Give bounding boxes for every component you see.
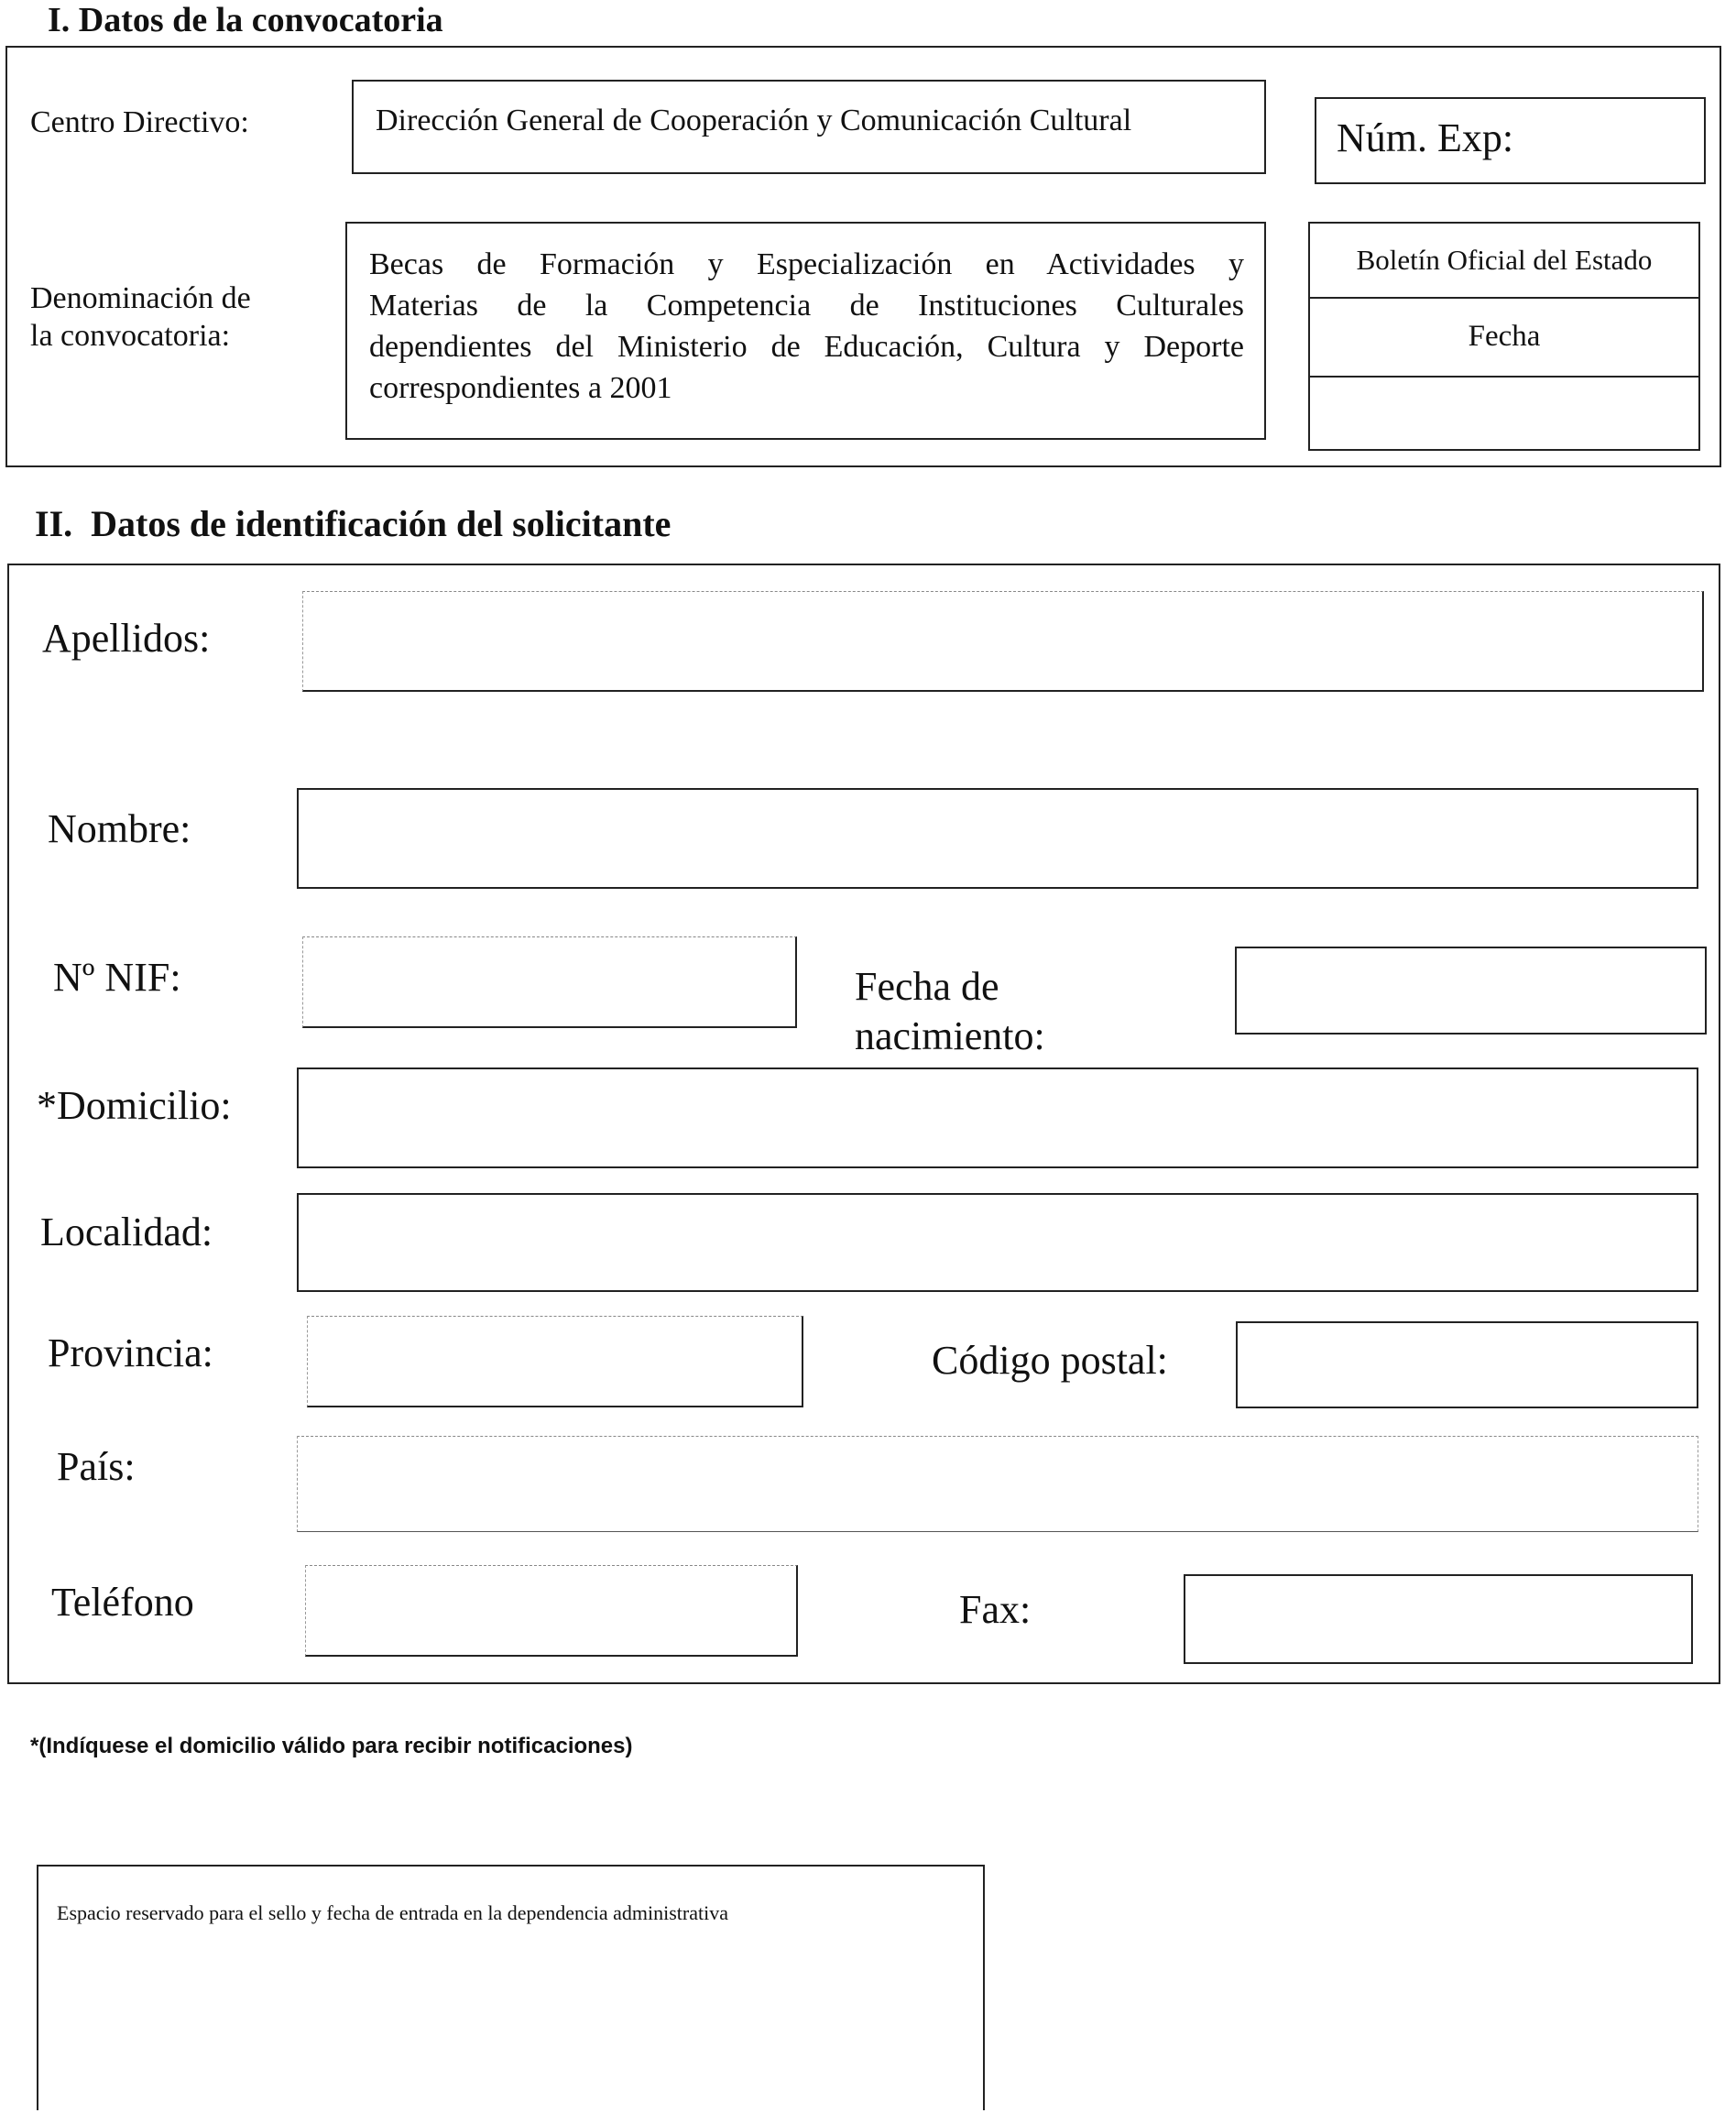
centro-directivo-value: Dirección General de Cooperación y Comunicación Cultural xyxy=(376,104,1132,137)
section1-heading xyxy=(48,0,443,40)
fecha-nacimiento-label-line1: Fecha de xyxy=(855,964,999,1009)
centro-directivo-field xyxy=(352,80,1266,174)
denominacion-label-line2: la convocatoria: xyxy=(30,318,231,353)
provincia-label: Provincia: xyxy=(48,1330,213,1375)
domicilio-input[interactable] xyxy=(297,1067,1698,1168)
section2-heading xyxy=(35,502,671,545)
denominacion-label-line1: Denominación de xyxy=(30,281,251,315)
denominacion-label xyxy=(30,280,251,356)
num-exp-field[interactable] xyxy=(1315,97,1706,184)
boe-table xyxy=(1308,222,1700,451)
pais-label: País: xyxy=(57,1444,136,1489)
fax-label: Fax: xyxy=(959,1587,1032,1632)
num-exp-label: Núm. Exp: xyxy=(1337,115,1514,160)
apellidos-label: Apellidos: xyxy=(42,616,211,661)
section2-heading-num: II. xyxy=(35,503,73,544)
localidad-input[interactable] xyxy=(297,1193,1698,1292)
telefono-label: Teléfono xyxy=(51,1580,194,1625)
domicilio-label: *Domicilio: xyxy=(37,1083,232,1128)
fecha-value-cell[interactable] xyxy=(1310,378,1698,449)
footnote: *(Indíquese el domicilio válido para recibir notificaciones) xyxy=(30,1734,633,1758)
section2-heading-text: Datos de identificación del solicitante xyxy=(91,503,671,544)
denominacion-line-2: Materias de la Competencia de Instituciones Culturales xyxy=(369,289,1244,323)
codigo-postal-label: Código postal: xyxy=(932,1338,1168,1383)
stamp-box-text: Espacio reservado para el sello y fecha de entrada en la dependencia administrativa xyxy=(57,1901,728,1924)
nombre-input[interactable] xyxy=(297,788,1698,889)
fecha-nacimiento-input[interactable] xyxy=(1235,947,1707,1035)
fecha-nacimiento-label xyxy=(855,962,1045,1060)
nif-input[interactable] xyxy=(302,936,797,1028)
centro-directivo-label: Centro Directivo: xyxy=(30,105,249,139)
codigo-postal-input[interactable] xyxy=(1236,1321,1698,1408)
localidad-label: Localidad: xyxy=(40,1210,213,1254)
fecha-label-cell xyxy=(1310,299,1698,378)
section1-heading-text: Datos de la convocatoria xyxy=(78,1,443,39)
telefono-input[interactable] xyxy=(305,1565,798,1657)
section1-heading-num: I. xyxy=(48,1,71,39)
apellidos-input[interactable] xyxy=(302,591,1704,692)
denominacion-line-4: correspondientes a 2001 xyxy=(369,371,672,405)
fecha-label: Fecha xyxy=(1468,320,1541,354)
boe-label: Boletín Oficial del Estado xyxy=(1356,244,1653,277)
nombre-label: Nombre: xyxy=(48,806,191,851)
fax-input[interactable] xyxy=(1184,1574,1693,1664)
stamp-box xyxy=(37,1865,985,2110)
denominacion-value xyxy=(347,224,1264,409)
fecha-nacimiento-label-line2: nacimiento: xyxy=(855,1013,1045,1058)
nif-label: Nº NIF: xyxy=(53,955,181,1000)
denominacion-line-1: Becas de Formación y Especialización en Actividades y xyxy=(369,247,1244,281)
denominacion-field xyxy=(345,222,1266,440)
boe-label-cell xyxy=(1310,224,1698,299)
denominacion-line-3: dependientes del Ministerio de Educación, Cultura y Deporte xyxy=(369,330,1244,364)
provincia-input[interactable] xyxy=(307,1316,803,1407)
pais-input[interactable] xyxy=(297,1436,1698,1532)
